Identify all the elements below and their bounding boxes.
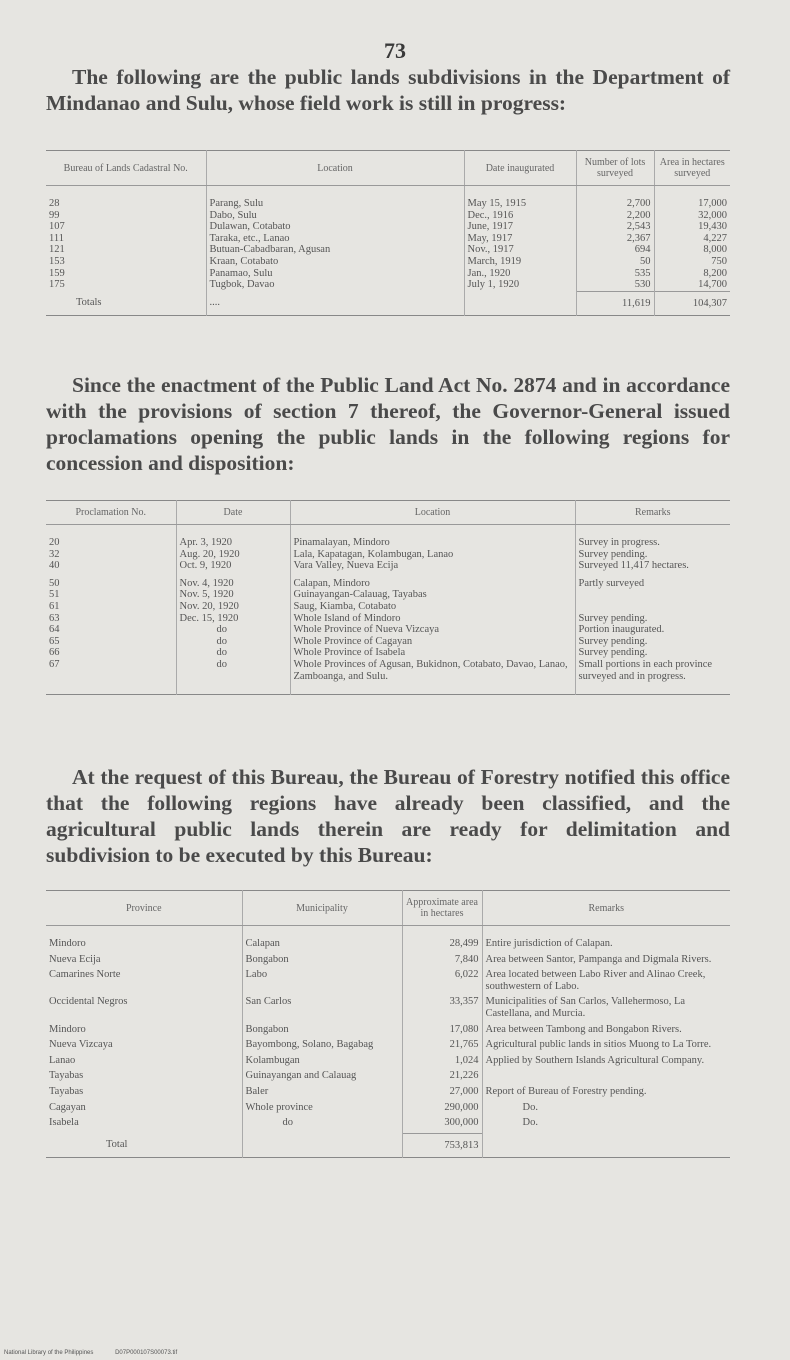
date-cell: Apr. 3, 1920 [176, 537, 290, 549]
location-cell: Lala, Kapatagan, Kolambugan, Lanao [290, 549, 575, 561]
classified-regions-table [46, 890, 730, 1158]
subdivisions-table-header [46, 151, 730, 186]
totals-date [464, 291, 576, 316]
remarks-cell: Do. [482, 1102, 730, 1118]
remarks-cell: Municipalities of San Carlos, Vallehermoso, La Castellana, and Murcia. [482, 996, 730, 1023]
remarks-cell: Portion inaugurated. [575, 624, 730, 636]
location-cell: Dulawan, Cotabato [206, 221, 464, 233]
lots-cell: 2,700 [576, 198, 654, 210]
area-cell: 27,000 [402, 1086, 482, 1102]
location-cell: Panamao, Sulu [206, 268, 464, 280]
classified-regions-table-header [46, 891, 730, 926]
lots-cell: 2,200 [576, 210, 654, 222]
spacer-cell [482, 926, 730, 939]
remarks-cell: Survey pending. [575, 647, 730, 659]
location-cell: Vara Valley, Nueva Ecija [290, 560, 575, 572]
cadastral-no-cell: 28 [49, 198, 60, 209]
table-row [46, 647, 730, 659]
area-cell: 17,080 [402, 1024, 482, 1040]
date-cell: Nov. 4, 1920 [176, 578, 290, 590]
cadastral-no-cell: 153 [49, 255, 65, 267]
spacer-cell [464, 186, 576, 199]
header-municipality: Municipality [242, 891, 402, 926]
location-cell: Butuan-Cabadbaran, Agusan [206, 244, 464, 256]
remarks-cell [575, 601, 730, 613]
table-row [46, 1102, 730, 1118]
date-cell: Nov. 20, 1920 [176, 601, 290, 613]
municipality-cell: Guinayangan and Calauag [242, 1070, 402, 1086]
table-row [46, 969, 730, 996]
location-cell: Whole Provinces of Agusan, Bukidnon, Cotabato, Davao, Lanao, Zamboanga, and Sulu. [290, 659, 575, 682]
spacer-cell [654, 186, 730, 199]
subdivisions-table [46, 150, 730, 316]
header-lots-surveyed: Number of lots surveyed [576, 151, 654, 186]
date-cell: June, 1917 [464, 221, 576, 233]
area-cell: 7,840 [402, 954, 482, 970]
date-cell: do [176, 647, 290, 659]
date-cell: Jan., 1920 [464, 268, 576, 280]
area-cell: 21,226 [402, 1070, 482, 1086]
cadastral-no-cell: 159 [49, 267, 65, 279]
municipality-cell: Labo [242, 969, 402, 996]
province-cell: Cagayan [49, 1101, 86, 1113]
remarks-cell: Surveyed 11,417 hectares. [575, 560, 730, 572]
header-approximate-area: Approximate area in hectares [402, 891, 482, 926]
province-cell: Mindoro [49, 938, 86, 949]
area-cell: 17,000 [654, 198, 730, 210]
page-number: 73 [384, 38, 406, 63]
area-cell: 32,000 [654, 210, 730, 222]
spacer-row [46, 186, 730, 199]
spacer-cell [46, 926, 242, 939]
province-cell: Nueva Vizcaya [49, 1039, 113, 1051]
spacer-cell [290, 525, 575, 538]
proclamation-no-cell: 32 [49, 548, 60, 560]
remarks-cell: Agricultural public lands in sitios Muong to La Torre. [482, 1039, 730, 1055]
spacer-row [46, 926, 730, 939]
area-cell: 4,227 [654, 233, 730, 245]
date-cell: do [176, 659, 290, 682]
table-row [46, 1055, 730, 1071]
location-cell: Saug, Kiamba, Cotabato [290, 601, 575, 613]
date-cell: Dec. 15, 1920 [176, 613, 290, 625]
spacer-cell [242, 926, 402, 939]
municipality-cell: Baler [242, 1086, 402, 1102]
proclamation-no-cell: 50 [49, 577, 60, 589]
spacer-row [46, 682, 730, 695]
location-cell: Calapan, Mindoro [290, 578, 575, 590]
remarks-cell: Area between Santor, Pampanga and Digmala Rivers. [482, 954, 730, 970]
spacer-cell [206, 186, 464, 199]
total-remarks [482, 1133, 730, 1158]
table-row [46, 938, 730, 954]
remarks-cell [575, 589, 730, 601]
spacer-cell [176, 525, 290, 538]
table-row [46, 1117, 730, 1133]
municipality-cell: Whole province [242, 1102, 402, 1118]
table-row [46, 256, 730, 268]
remarks-cell: Report of Bureau of Forestry pending. [482, 1086, 730, 1102]
table-row [46, 537, 730, 549]
municipality-cell: Calapan [242, 938, 402, 954]
date-cell: May 15, 1915 [464, 198, 576, 210]
spacer-cell [575, 682, 730, 695]
province-cell: Tayabas [49, 1085, 84, 1097]
remarks-cell: Small portions in each province surveyed and in progress. [575, 659, 730, 682]
header-date: Date [176, 501, 290, 525]
lots-cell: 2,543 [576, 221, 654, 233]
lots-cell: 50 [576, 256, 654, 268]
proclamation-no-cell: 51 [49, 589, 60, 601]
date-cell: May, 1917 [464, 233, 576, 245]
header-proclamation-no: Proclamation No. [46, 501, 176, 525]
proclamation-no-cell: 61 [49, 600, 60, 612]
paragraph-forestry-intro: At the request of this Bureau, the Bureau of Forestry notified this office that the following regions have already been classified, and the agricultural public lands therein are ready for delimitation and subdivision to be executed by this Bureau: [46, 765, 730, 867]
table-row [46, 996, 730, 1023]
table-row [46, 659, 730, 682]
header-province: Province [46, 891, 242, 926]
municipality-cell: Bayombong, Solano, Bagabag [242, 1039, 402, 1055]
table-row [46, 589, 730, 601]
totals-row [46, 291, 730, 316]
date-cell: March, 1919 [464, 256, 576, 268]
totals-lots: 11,619 [576, 291, 654, 316]
remarks-cell: Survey pending. [575, 636, 730, 648]
proclamation-no-cell: 65 [49, 635, 60, 647]
spacer-cell [576, 186, 654, 199]
municipality-cell: San Carlos [242, 996, 402, 1023]
proclamation-no-cell: 64 [49, 624, 60, 636]
remarks-cell: Partly surveyed [575, 578, 730, 590]
proclamation-no-cell: 63 [49, 612, 60, 624]
lots-cell: 530 [576, 279, 654, 291]
totals-label: Totals [76, 297, 102, 309]
footer-code: D07P000107S00073.tif [115, 1350, 178, 1356]
lots-cell: 694 [576, 244, 654, 256]
table-row [46, 624, 730, 636]
location-cell: Parang, Sulu [206, 198, 464, 210]
province-cell: Isabela [49, 1117, 79, 1129]
cadastral-no-cell: 175 [49, 279, 65, 291]
header-area-surveyed: Area in hectares surveyed [654, 151, 730, 186]
table-row [46, 613, 730, 625]
proclamations-table-header [46, 501, 730, 525]
table-row [46, 549, 730, 561]
province-cell: Mindoro [49, 1023, 86, 1035]
remarks-cell: Area located between Labo River and Alinao Creek, southwestern of Labo. [482, 969, 730, 996]
lots-cell: 535 [576, 268, 654, 280]
table-row [46, 560, 730, 572]
date-cell: do [176, 624, 290, 636]
table-row [46, 1086, 730, 1102]
area-cell: 300,000 [402, 1117, 482, 1133]
area-cell: 8,000 [654, 244, 730, 256]
proclamation-no-cell: 20 [49, 537, 60, 548]
total-label: Total [106, 1139, 128, 1151]
cadastral-no-cell: 99 [49, 209, 60, 221]
header-cadastral-no: Bureau of Lands Cadastral No. [46, 151, 206, 186]
totals-area: 104,307 [654, 291, 730, 316]
spacer-cell [46, 525, 176, 538]
date-cell: Nov., 1917 [464, 244, 576, 256]
table-row [46, 221, 730, 233]
proclamation-no-cell: 40 [49, 560, 60, 572]
header-remarks: Remarks [482, 891, 730, 926]
location-cell: Whole Province of Nueva Vizcaya [290, 624, 575, 636]
header-location: Location [206, 151, 464, 186]
location-cell: Tugbok, Davao [206, 279, 464, 291]
remarks-cell: Do. [482, 1117, 730, 1133]
municipality-cell: Kolambugan [242, 1055, 402, 1071]
cadastral-no-cell: 121 [49, 244, 65, 256]
province-cell: Lanao [49, 1054, 76, 1066]
area-cell: 19,430 [654, 221, 730, 233]
cadastral-no-cell: 111 [49, 232, 64, 244]
area-cell: 290,000 [402, 1102, 482, 1118]
location-cell: Whole Island of Mindoro [290, 613, 575, 625]
area-cell: 8,200 [654, 268, 730, 280]
spacer-cell [46, 682, 176, 695]
date-cell: Oct. 9, 1920 [176, 560, 290, 572]
municipality-cell: do [242, 1117, 402, 1133]
location-cell: Whole Province of Cagayan [290, 636, 575, 648]
location-cell: Whole Province of Isabela [290, 647, 575, 659]
area-cell: 6,022 [402, 969, 482, 996]
remarks-cell: Survey in progress. [575, 537, 730, 549]
location-cell: Guinayangan-Calauag, Tayabas [290, 589, 575, 601]
date-cell: do [176, 636, 290, 648]
table-row [46, 1070, 730, 1086]
table-row [46, 636, 730, 648]
header-date-inaugurated: Date inaugurated [464, 151, 576, 186]
totals-location: .... [206, 291, 464, 316]
location-cell: Dabo, Sulu [206, 210, 464, 222]
area-cell: 14,700 [654, 279, 730, 291]
remarks-cell: Applied by Southern Islands Agricultural Company. [482, 1055, 730, 1071]
province-cell: Camarines Norte [49, 969, 121, 981]
date-cell: Dec., 1916 [464, 210, 576, 222]
totals-row [46, 1133, 730, 1158]
footer-library: National Library of the Philippines [4, 1350, 94, 1356]
table-row [46, 233, 730, 245]
cadastral-no-cell: 107 [49, 221, 65, 233]
remarks-cell [482, 1070, 730, 1086]
spacer-cell [46, 186, 206, 199]
spacer-row [46, 525, 730, 538]
spacer-cell [575, 525, 730, 538]
area-cell: 750 [654, 256, 730, 268]
table-row [46, 198, 730, 210]
total-municipality [242, 1133, 402, 1158]
table-row [46, 210, 730, 222]
municipality-cell: Bongabon [242, 954, 402, 970]
table-row [46, 268, 730, 280]
province-cell: Tayabas [49, 1070, 84, 1082]
remarks-cell: Entire jurisdiction of Calapan. [482, 938, 730, 954]
paragraph-proclamations-intro: Since the enactment of the Public Land Act No. 2874 and in accordance with the provisions of section 7 thereof, the Governor-General issued proclamations opening the public lands in the following regions for concession and disposition: [46, 373, 730, 475]
location-cell: Kraan, Cotabato [206, 256, 464, 268]
table-row [46, 954, 730, 970]
header-remarks: Remarks [575, 501, 730, 525]
spacer-cell [290, 682, 575, 695]
table-row [46, 601, 730, 613]
table-row [46, 1039, 730, 1055]
date-cell: Nov. 5, 1920 [176, 589, 290, 601]
spacer-cell [402, 926, 482, 939]
proclamation-no-cell: 66 [49, 647, 60, 659]
location-cell: Taraka, etc., Lanao [206, 233, 464, 245]
header-location: Location [290, 501, 575, 525]
province-cell: Occidental Negros [49, 996, 128, 1008]
date-cell: July 1, 1920 [464, 279, 576, 291]
lots-cell: 2,367 [576, 233, 654, 245]
area-cell: 21,765 [402, 1039, 482, 1055]
table-row [46, 244, 730, 256]
spacer-cell [176, 682, 290, 695]
remarks-cell: Survey pending. [575, 549, 730, 561]
area-cell: 33,357 [402, 996, 482, 1023]
total-area: 753,813 [402, 1133, 482, 1158]
table-row [46, 578, 730, 590]
proclamation-no-cell: 67 [49, 658, 60, 670]
location-cell: Pinamalayan, Mindoro [290, 537, 575, 549]
date-cell: Aug. 20, 1920 [176, 549, 290, 561]
municipality-cell: Bongabon [242, 1024, 402, 1040]
scan-footer [4, 1350, 177, 1356]
table-row [46, 279, 730, 291]
proclamations-table [46, 500, 730, 695]
paragraph-subdivisions-intro: The following are the public lands subdivisions in the Department of Mindanao and Sulu, whose field work is still in progress: [46, 65, 730, 115]
province-cell: Nueva Ecija [49, 953, 101, 965]
area-cell: 28,499 [402, 938, 482, 954]
remarks-cell: Area between Tambong and Bongabon Rivers. [482, 1024, 730, 1040]
remarks-cell: Survey pending. [575, 613, 730, 625]
table-row [46, 1024, 730, 1040]
area-cell: 1,024 [402, 1055, 482, 1071]
